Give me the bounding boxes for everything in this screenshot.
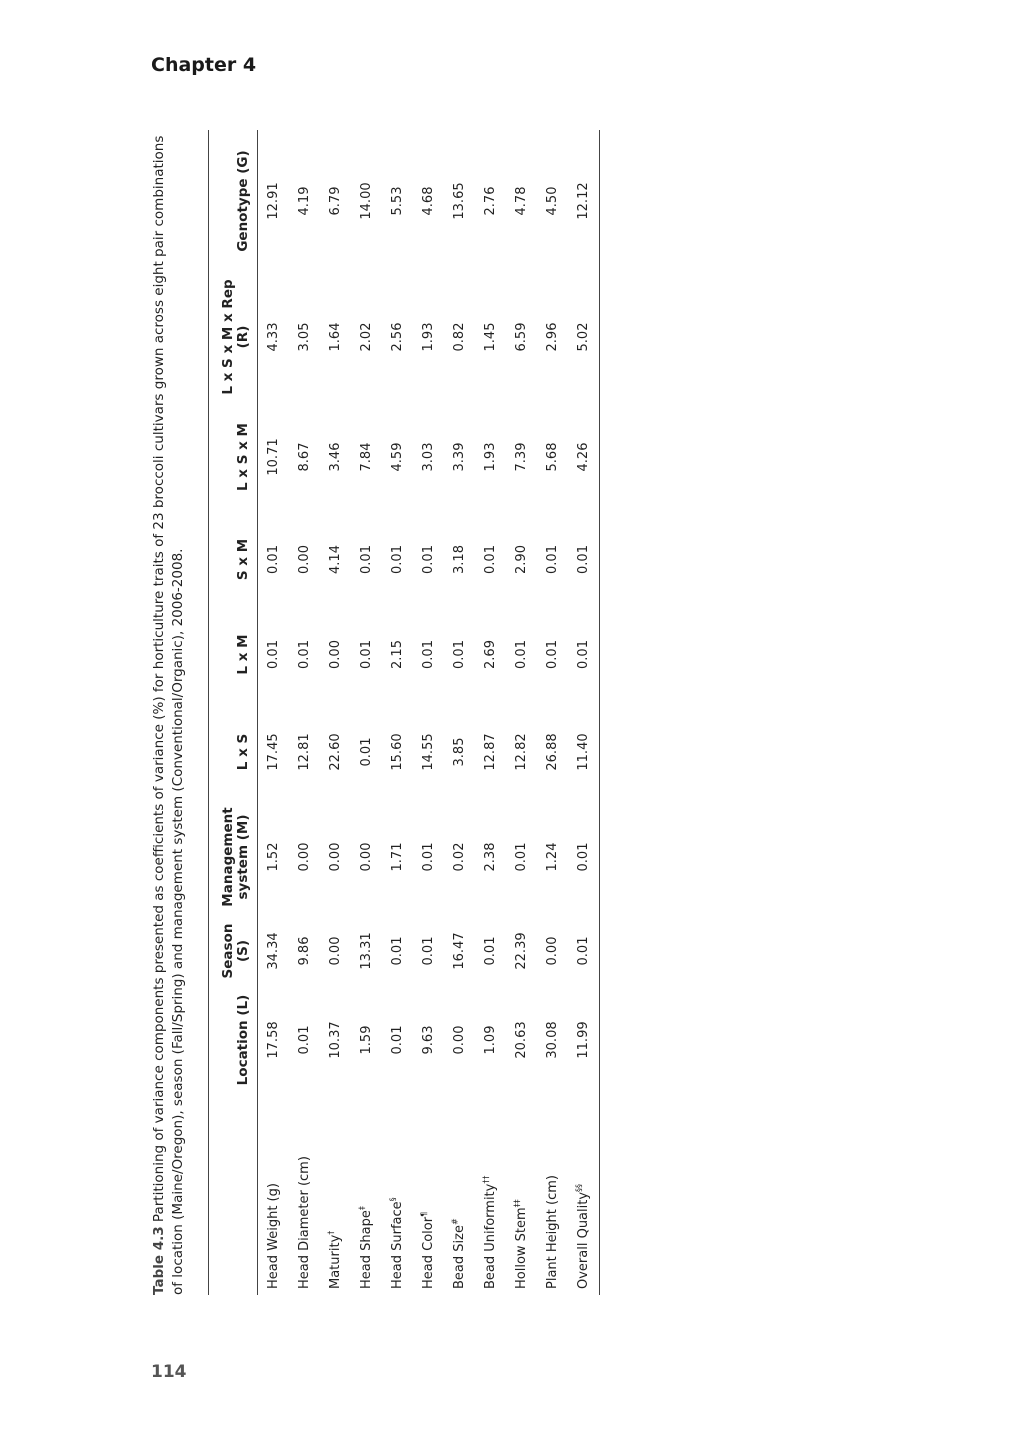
footnote-marker: †† xyxy=(481,1175,491,1184)
table-cell: 2.38 xyxy=(483,842,498,872)
table-cell: 5.02 xyxy=(568,272,600,402)
column-header-line: system (M) xyxy=(235,814,251,900)
table-row xyxy=(444,130,475,1295)
table-cell: 7.39 xyxy=(514,442,529,472)
table-cell: 2.76 xyxy=(483,186,498,216)
column-header-line: L x S xyxy=(235,733,251,771)
table-cell: 14.55 xyxy=(421,733,436,771)
table-cell: 0.82 xyxy=(452,322,467,352)
footnote-marker: ‡‡ xyxy=(512,1199,522,1208)
variance-table xyxy=(208,130,600,1295)
column-header xyxy=(209,1090,258,1295)
table-cell: 12.82 xyxy=(514,733,529,771)
table-cell: 9.86 xyxy=(297,936,312,966)
table-cell: 0.01 xyxy=(297,1025,312,1055)
table-cell: 4.33 xyxy=(266,322,281,352)
column-header-line: Genotype (G) xyxy=(235,150,251,252)
table-row xyxy=(475,130,506,1295)
trait-label xyxy=(475,1090,506,1295)
footnote-marker: ¶ xyxy=(419,1211,429,1217)
trait-label xyxy=(413,1090,444,1295)
table-cell: 0.01 xyxy=(568,802,600,912)
table-cell: 6.59 xyxy=(514,322,529,352)
table-cell: 15.60 xyxy=(390,733,405,771)
table-cell: 0.01 xyxy=(390,1025,405,1055)
table-cell: 0.01 xyxy=(297,640,312,669)
table-cell: 0.00 xyxy=(545,936,560,966)
table-cell: 0.00 xyxy=(297,545,312,574)
table-cell: 3.85 xyxy=(452,737,467,767)
table-row xyxy=(289,130,320,1295)
table-cell: 0.01 xyxy=(514,640,529,669)
trait-name: Bead Size xyxy=(452,1225,467,1289)
table-cell: 10.71 xyxy=(266,438,281,476)
table-cell: 4.59 xyxy=(390,442,405,472)
trait-label xyxy=(258,1090,290,1295)
table-cell: 0.01 xyxy=(421,640,436,669)
column-header xyxy=(209,512,258,607)
table-cell: 14.00 xyxy=(359,182,374,220)
table-cell: 3.03 xyxy=(421,442,436,472)
table-cell: 0.01 xyxy=(266,640,281,669)
table-cell: 0.01 xyxy=(421,936,436,966)
table-cell: 0.01 xyxy=(359,737,374,767)
table-cell: 0.01 xyxy=(421,545,436,574)
trait-name: Head Surface xyxy=(390,1201,405,1289)
table-row xyxy=(568,130,600,1295)
column-header xyxy=(209,702,258,802)
table-cell: 0.01 xyxy=(545,640,560,669)
table-cell: 3.05 xyxy=(297,322,312,352)
table-cell: 5.53 xyxy=(390,186,405,216)
table-cell: 20.63 xyxy=(514,1021,529,1059)
table-cell: 11.99 xyxy=(568,990,600,1090)
table-cell: 0.01 xyxy=(266,545,281,574)
column-header xyxy=(209,607,258,702)
trait-label xyxy=(351,1090,382,1295)
table-cell: 4.19 xyxy=(297,186,312,216)
trait-label xyxy=(289,1090,320,1295)
trait-label xyxy=(506,1090,537,1295)
table-cell: 1.59 xyxy=(359,1025,374,1055)
table-cell: 9.63 xyxy=(421,1025,436,1055)
page-number: 114 xyxy=(151,1362,187,1382)
chapter-heading: Chapter 4 xyxy=(151,54,257,76)
table-cell: 34.34 xyxy=(266,932,281,970)
table-cell: 17.45 xyxy=(266,733,281,771)
table-cell: 0.01 xyxy=(390,545,405,574)
column-header-line: L x S x M xyxy=(235,423,251,491)
table-cell: 11.40 xyxy=(568,702,600,802)
trait-name: Head Weight (g) xyxy=(266,1183,281,1289)
table-cell: 13.65 xyxy=(452,182,467,220)
table-cell: 1.93 xyxy=(421,322,436,352)
table-cell: 1.52 xyxy=(266,842,281,872)
table-cell: 5.68 xyxy=(545,442,560,472)
column-header-line: Management xyxy=(220,807,236,907)
column-header xyxy=(209,272,258,402)
table-cell: 0.01 xyxy=(568,512,600,607)
table-cell: 12.91 xyxy=(266,182,281,220)
column-header-line: (R) xyxy=(235,325,251,349)
column-header-line: Season xyxy=(220,923,236,979)
table-cell: 0.00 xyxy=(328,842,343,872)
table-caption xyxy=(150,135,188,1295)
table-cell: 6.79 xyxy=(328,186,343,216)
table-cell: 1.09 xyxy=(483,1025,498,1055)
table-cell: 1.71 xyxy=(390,842,405,872)
table-cell: 4.26 xyxy=(568,402,600,512)
table-row xyxy=(537,130,568,1295)
table-cell: 4.14 xyxy=(328,545,343,574)
table-cell: 0.01 xyxy=(359,640,374,669)
table-cell: 3.46 xyxy=(328,442,343,472)
footnote-marker: # xyxy=(450,1218,460,1226)
table-cell: 2.90 xyxy=(514,545,529,574)
table-cell: 30.08 xyxy=(545,1021,560,1059)
table-cell: 0.00 xyxy=(359,842,374,872)
table-cell: 0.01 xyxy=(545,545,560,574)
table-cell: 4.50 xyxy=(545,186,560,216)
table-cell: 0.00 xyxy=(452,1025,467,1055)
table-row xyxy=(320,130,351,1295)
table-cell: 13.31 xyxy=(359,932,374,970)
table-cell: 0.01 xyxy=(421,842,436,872)
table-body xyxy=(258,130,600,1295)
column-header-line: L x M xyxy=(235,634,251,675)
column-header xyxy=(209,130,258,272)
table-cell: 0.01 xyxy=(568,912,600,990)
column-header xyxy=(209,990,258,1090)
table-row xyxy=(413,130,444,1295)
trait-name: Plant Height (cm) xyxy=(545,1175,560,1289)
table-cell: 12.87 xyxy=(483,733,498,771)
trait-name: Hollow Stem xyxy=(514,1207,529,1289)
table-cell: 2.69 xyxy=(483,640,498,669)
table-cell: 1.93 xyxy=(483,442,498,472)
rotated-table-block xyxy=(150,130,590,1295)
column-header xyxy=(209,912,258,990)
column-header-line: L x S x M x Rep xyxy=(220,279,236,395)
footnote-marker: §§ xyxy=(574,1183,584,1192)
table-cell: 10.37 xyxy=(328,1021,343,1059)
table-cell: 7.84 xyxy=(359,442,374,472)
footnote-marker: § xyxy=(388,1197,398,1202)
trait-label xyxy=(382,1090,413,1295)
table-cell: 0.01 xyxy=(483,936,498,966)
trait-name: Head Shape xyxy=(359,1210,374,1289)
table-cell: 22.60 xyxy=(328,733,343,771)
table-cell: 0.01 xyxy=(359,545,374,574)
table-cell: 1.45 xyxy=(483,322,498,352)
table-cell: 2.02 xyxy=(359,322,374,352)
table-cell: 1.64 xyxy=(328,322,343,352)
table-row xyxy=(382,130,413,1295)
column-header-line: Location (L) xyxy=(235,994,251,1086)
table-row xyxy=(506,130,537,1295)
table-cell: 2.56 xyxy=(390,322,405,352)
trait-name: Maturity xyxy=(328,1234,343,1289)
table-cell: 17.58 xyxy=(266,1021,281,1059)
table-caption-label: Table 4.3 xyxy=(151,1226,167,1295)
table-cell: 0.00 xyxy=(328,936,343,966)
table-caption-text: Partitioning of variance components presented as coefficients of variance (%) for horticulture traits of 23 broccoli cultivars grown across eight pair combinations of location (Maine/Oregon), season (Fall/Spring) and management system (Conventional/Organic), 2006-2008. xyxy=(151,135,186,1295)
table-cell: 22.39 xyxy=(514,932,529,970)
column-header-line: S x M xyxy=(235,538,251,581)
table-cell: 0.01 xyxy=(568,607,600,702)
table-cell: 0.02 xyxy=(452,842,467,872)
trait-label xyxy=(537,1090,568,1295)
trait-name: Overall Quality xyxy=(576,1191,591,1289)
table-row xyxy=(258,130,290,1295)
table-header-row xyxy=(209,130,258,1295)
table-cell: 26.88 xyxy=(545,733,560,771)
table-cell: 2.15 xyxy=(390,640,405,669)
table-cell: 0.01 xyxy=(452,640,467,669)
table-row xyxy=(351,130,382,1295)
table-cell: 12.12 xyxy=(568,130,600,272)
column-header xyxy=(209,402,258,512)
footnote-marker: ‡ xyxy=(357,1206,367,1211)
table-cell: 3.39 xyxy=(452,442,467,472)
trait-name: Head Diameter (cm) xyxy=(297,1156,312,1289)
column-header xyxy=(209,802,258,912)
table-cell: 2.96 xyxy=(545,322,560,352)
table-cell: 0.00 xyxy=(328,640,343,669)
trait-name: Head Color xyxy=(421,1216,436,1289)
table-cell: 4.68 xyxy=(421,186,436,216)
trait-label xyxy=(568,1090,600,1295)
trait-label xyxy=(444,1090,475,1295)
table-cell: 0.01 xyxy=(483,545,498,574)
table-cell: 1.24 xyxy=(545,842,560,872)
trait-label xyxy=(320,1090,351,1295)
table-cell: 3.18 xyxy=(452,545,467,574)
table-cell: 4.78 xyxy=(514,186,529,216)
footnote-marker: † xyxy=(326,1230,336,1235)
table-cell: 12.81 xyxy=(297,733,312,771)
table-cell: 0.01 xyxy=(390,936,405,966)
trait-name: Bead Uniformity xyxy=(483,1183,498,1289)
table-cell: 8.67 xyxy=(297,442,312,472)
table-cell: 0.01 xyxy=(514,842,529,872)
table-cell: 16.47 xyxy=(452,932,467,970)
column-header-line: (S) xyxy=(235,939,251,963)
table-cell: 0.00 xyxy=(297,842,312,872)
